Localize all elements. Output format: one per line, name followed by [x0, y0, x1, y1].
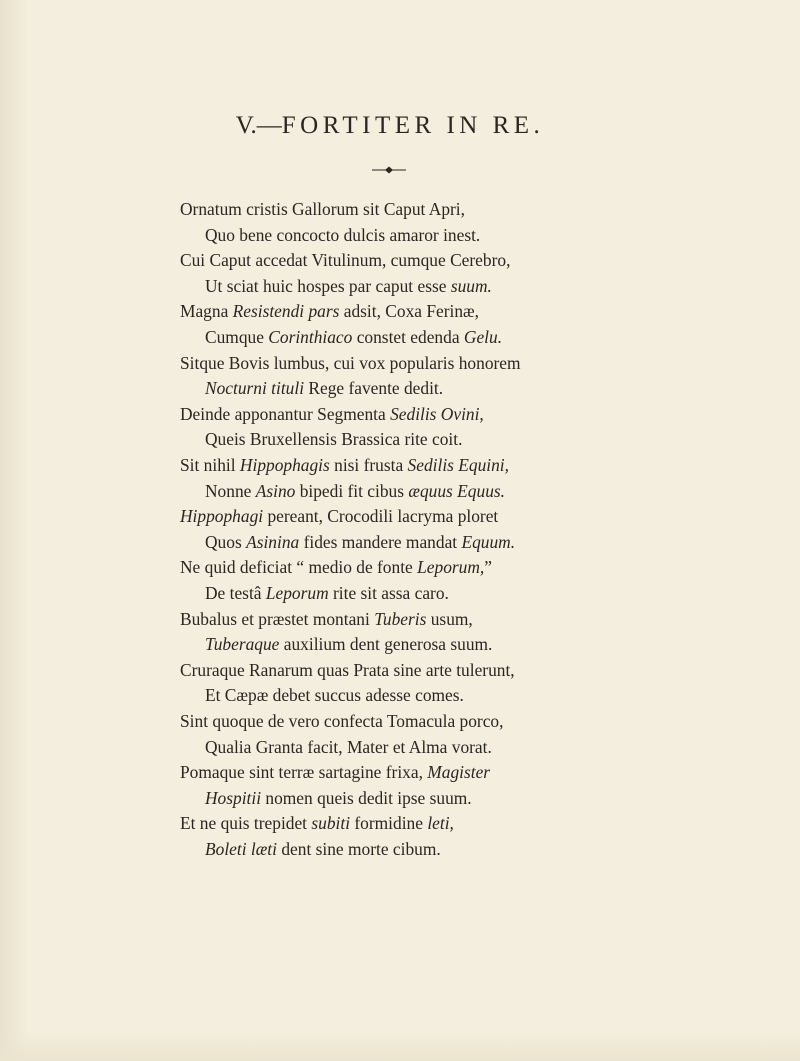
italic-text: æquus Equus.	[408, 481, 505, 501]
roman-text: Sint quoque de vero confecta Tomacula porco,	[180, 711, 504, 731]
poem-line	[180, 452, 509, 478]
italic-text: Tuberis	[374, 609, 427, 629]
poem-line	[205, 478, 505, 504]
italic-text: Nocturni tituli	[205, 378, 305, 398]
roman-text: Ornatum cristis Gallorum sit Caput Apri,	[180, 199, 465, 219]
poem-line	[180, 759, 490, 785]
roman-text: Deinde apponantur Segmenta	[180, 404, 391, 424]
poem-line	[180, 708, 503, 734]
italic-text: Asinina	[246, 532, 300, 552]
roman-text: Cruraque Ranarum quas Prata sine arte tulerunt,	[180, 660, 515, 680]
roman-text: Queis Bruxellensis Brassica rite coit.	[205, 429, 463, 449]
poem-line	[205, 734, 492, 760]
roman-text: adsit, Coxa Ferinæ,	[339, 301, 480, 321]
roman-text: De testâ	[205, 583, 266, 603]
poem-line	[205, 836, 441, 862]
diamond-rule-ornament-icon	[372, 166, 406, 174]
poem-line	[180, 247, 510, 273]
italic-text: Equum.	[461, 532, 516, 552]
roman-text: rite sit assa caro.	[328, 583, 449, 603]
roman-text: nisi frusta	[329, 455, 408, 475]
page-shadow-bottom	[0, 1031, 800, 1061]
roman-text: Magna	[180, 301, 233, 321]
poem-number: V.	[235, 112, 257, 139]
roman-text: Quo bene concocto dulcis amaror inest.	[205, 225, 481, 245]
roman-text: fides mandere mandat	[299, 532, 462, 552]
roman-text: usum,	[426, 609, 473, 629]
poem-line	[205, 222, 480, 248]
roman-text: formidine	[350, 813, 428, 833]
italic-text: Corinthiaco	[268, 327, 353, 347]
roman-text: Ne quid deficiat “ medio de fonte	[180, 557, 418, 577]
poem-title: FORTITER IN RE.	[281, 112, 545, 139]
roman-text: constet edenda	[352, 327, 464, 347]
poem-line	[180, 196, 465, 222]
roman-text: Sitque Bovis lumbus, cui vox popularis honorem	[180, 353, 521, 373]
roman-text: ”	[484, 557, 492, 577]
italic-text: Gelu.	[463, 327, 503, 347]
italic-text: Resistendi pars	[232, 301, 340, 321]
poem-line	[180, 657, 515, 683]
poem-line	[205, 580, 449, 606]
italic-text: Sedilis Ovini,	[390, 404, 484, 424]
poem-line	[180, 503, 498, 529]
italic-text: Tuberaque	[205, 634, 280, 654]
poem-line	[205, 375, 443, 401]
italic-text: Leporum,	[417, 557, 485, 577]
roman-text: dent sine morte cibum.	[276, 839, 441, 859]
poem-line	[180, 810, 454, 836]
roman-text: Cumque	[205, 327, 269, 347]
italic-text: Hospitii	[205, 788, 262, 808]
poem-line	[205, 529, 515, 555]
roman-text: Quos	[205, 532, 247, 552]
poem-line	[180, 401, 484, 427]
roman-text: nomen queis dedit ipse suum.	[261, 788, 472, 808]
poem-line	[205, 682, 464, 708]
roman-text: Et ne quis trepidet	[180, 813, 312, 833]
roman-text: bipedi fit cibus	[295, 481, 409, 501]
poem-line	[205, 324, 502, 350]
poem-line	[180, 350, 521, 376]
poem-line	[205, 273, 492, 299]
italic-text: Boleti læti	[205, 839, 277, 859]
roman-text: Bubalus et præstet montani	[180, 609, 375, 629]
roman-text: Rege favente dedit.	[304, 378, 444, 398]
poem-line	[205, 785, 472, 811]
roman-text: Qualia Granta facit, Mater et Alma vorat.	[205, 737, 492, 757]
poem-line	[180, 298, 479, 324]
italic-text: Hippophagis	[239, 455, 330, 475]
roman-text: Cui Caput accedat Vitulinum, cumque Cerebro,	[180, 250, 511, 270]
italic-text: Leporum	[265, 583, 329, 603]
italic-text: Hippophagi	[180, 506, 264, 526]
italic-text: Magister	[427, 762, 491, 782]
italic-text: leti,	[427, 813, 454, 833]
italic-text: Sedilis Equini,	[407, 455, 509, 475]
italic-text: subiti	[311, 813, 351, 833]
poem-line	[205, 631, 492, 657]
italic-text: suum.	[450, 276, 492, 296]
italic-text: Asino	[255, 481, 296, 501]
roman-text: Sit nihil	[180, 455, 240, 475]
page-shadow-left	[0, 0, 28, 1061]
roman-text: Ut sciat huic hospes par caput esse	[205, 276, 451, 296]
heading-dash: —	[256, 112, 282, 139]
roman-text: Pomaque sint terræ sartagine frixa,	[180, 762, 428, 782]
roman-text: auxilium dent generosa suum.	[279, 634, 493, 654]
roman-text: pereant, Crocodili lacryma ploret	[263, 506, 499, 526]
roman-text: Et Cæpæ debet succus adesse comes.	[205, 685, 464, 705]
roman-text: Nonne	[205, 481, 256, 501]
poem-line	[180, 606, 473, 632]
poem-heading	[0, 112, 790, 140]
poem-line	[180, 554, 492, 580]
poem-line	[205, 426, 462, 452]
